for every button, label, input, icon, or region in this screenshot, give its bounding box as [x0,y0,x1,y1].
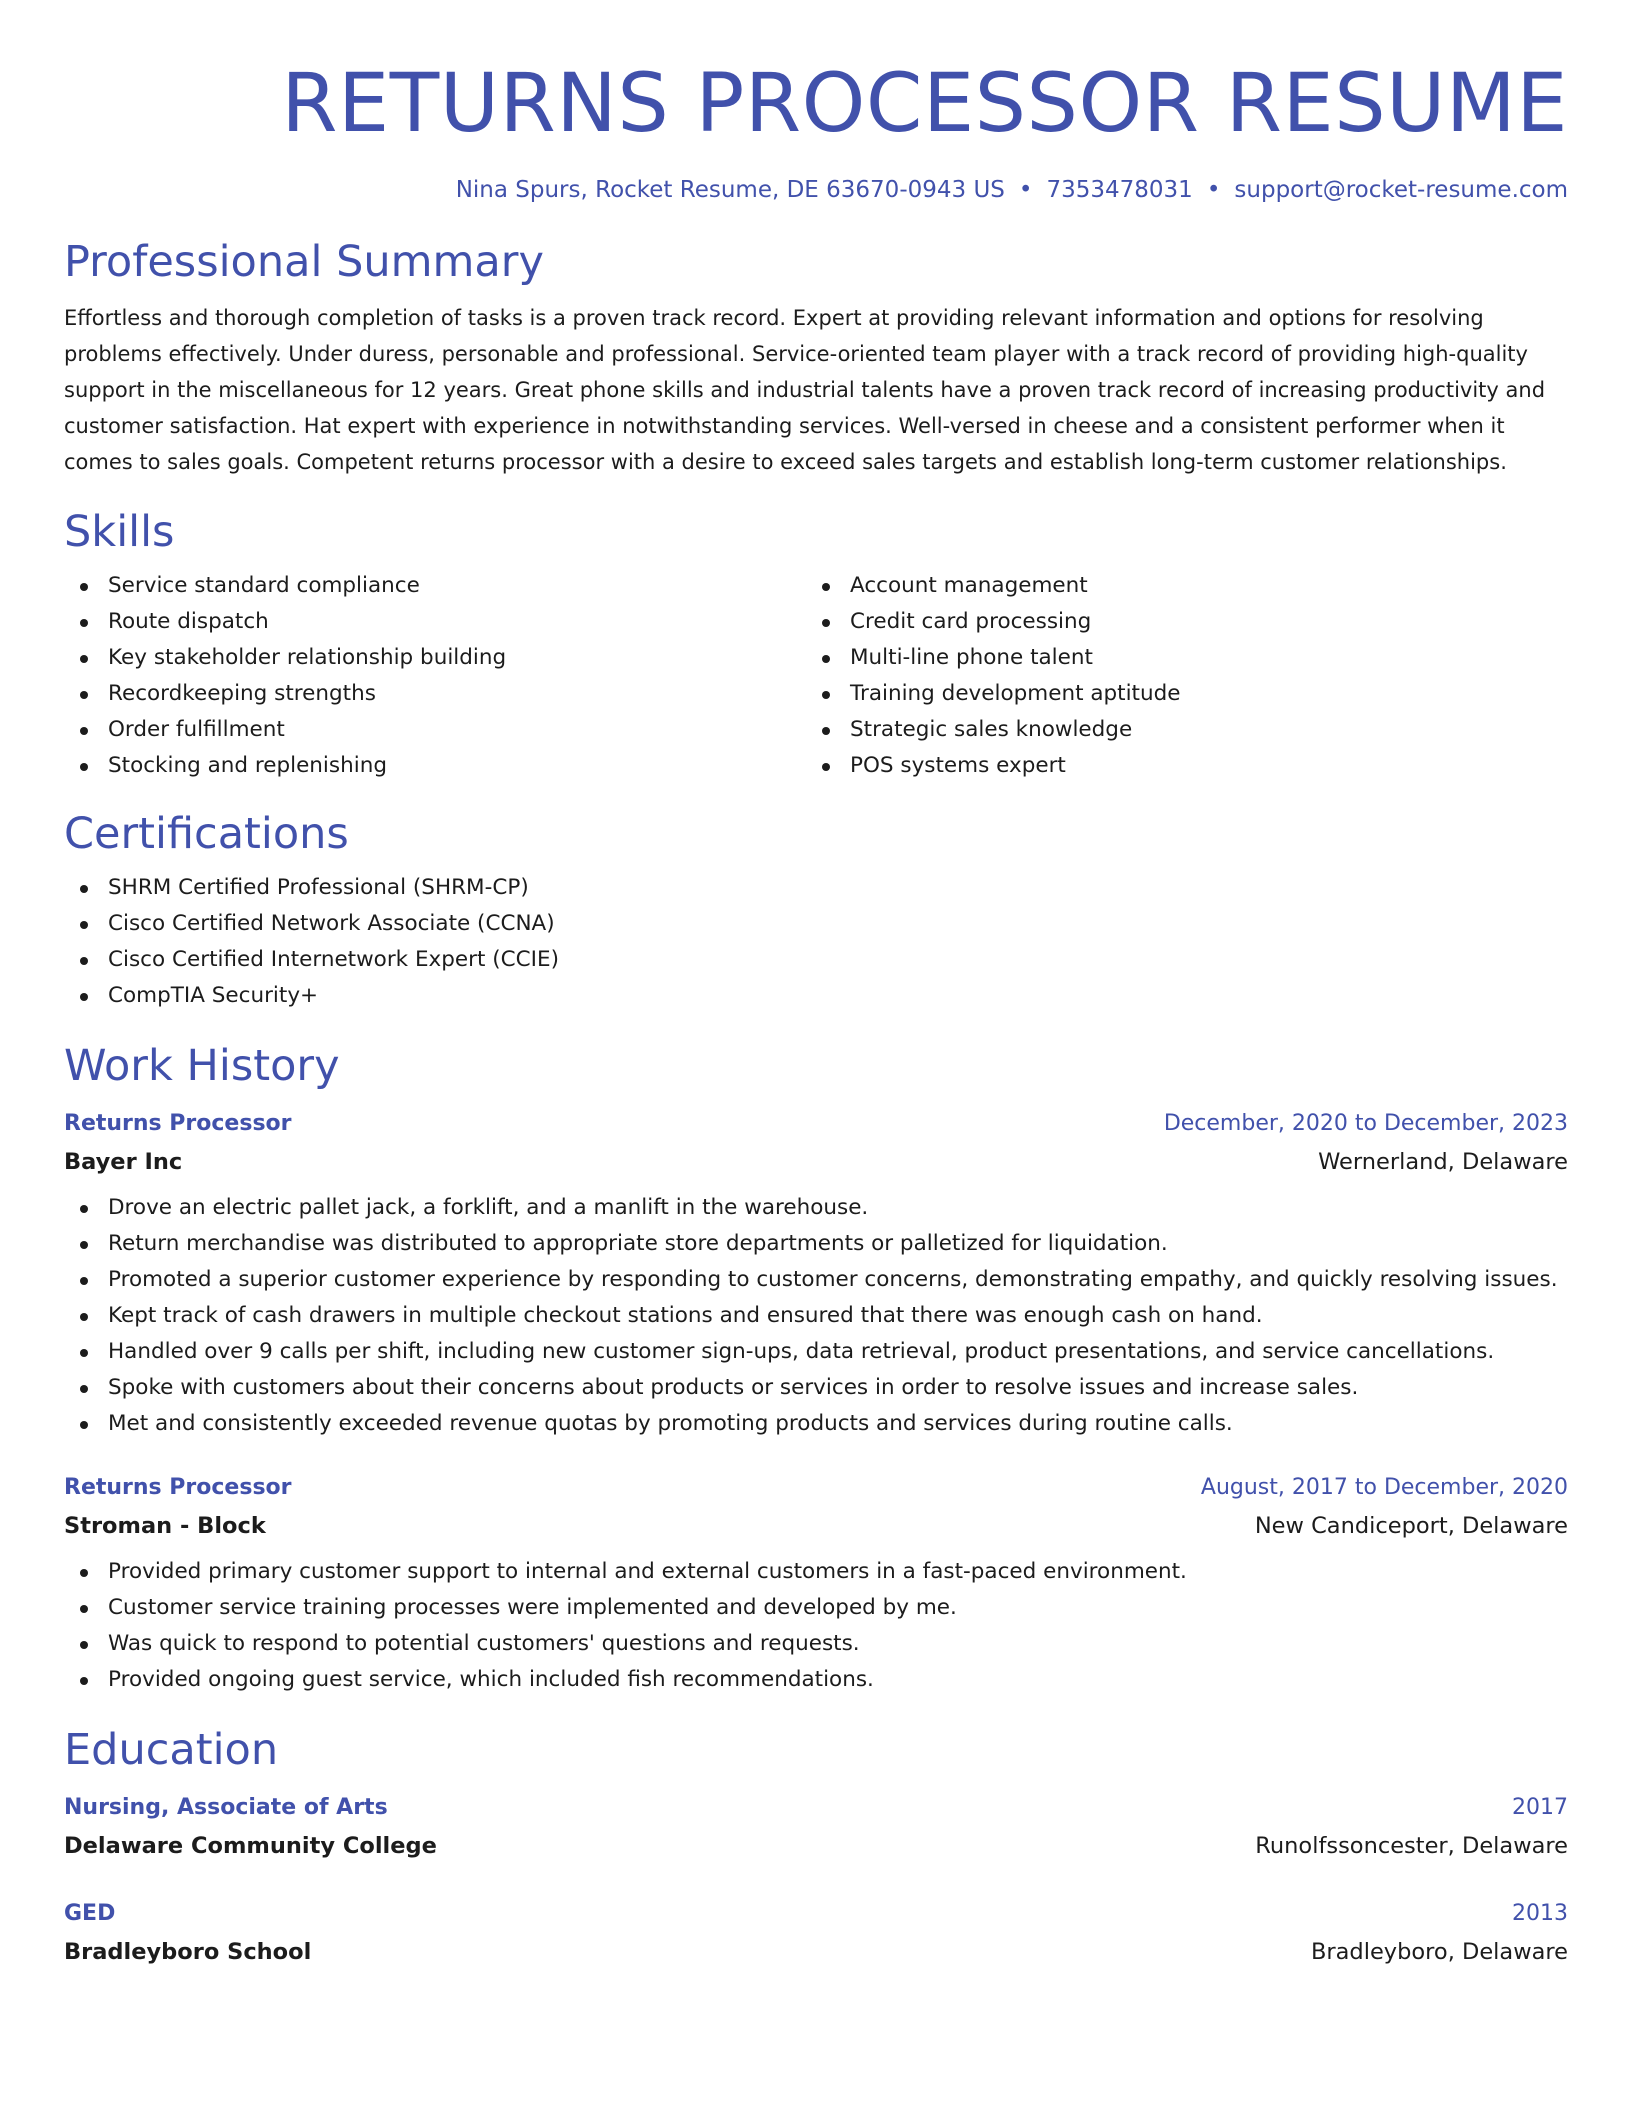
job-bullet: Handled over 9 calls per shift, including new customer sign-ups, data retrieval, product presentations, and service cancellations. [64,1334,1568,1370]
education-location: Bradleyboro, Delaware [1310,1939,1568,1965]
resume-title: RETURNS PROCESSOR RESUME [281,57,1568,151]
education-location: Runolfssoncester, Delaware [1255,1833,1568,1859]
job-header [64,1106,1568,1142]
education-header [64,1896,1568,1932]
education-subheader [64,1826,1568,1866]
job-bullet: Was quick to respond to potential customers' questions and requests. [64,1626,1568,1662]
education-school: Delaware Community College [64,1833,437,1859]
skill-item: Recordkeeping strengths [64,676,806,712]
job-header [64,1470,1568,1506]
job-bullet: Promoted a superior customer experience by responding to customer concerns, demonstrating empathy, and quickly resolving issues. [64,1262,1568,1298]
contact-separator: • [1206,177,1221,203]
job-role: Returns Processor [64,1111,292,1136]
skills-section [64,504,1568,784]
skills-grid [64,568,1568,784]
certification-item: Cisco Certified Internetwork Expert (CCIE) [64,942,1568,978]
summary-section [64,234,1568,480]
skill-item: Route dispatch [64,604,806,640]
job-bullet: Customer service training processes were implemented and developed by me. [64,1590,1568,1626]
skill-item: Service standard compliance [64,568,806,604]
education-entry [64,1790,1568,1866]
resume-page [64,56,1568,1972]
certification-item: SHRM Certified Professional (SHRM-CP) [64,870,1568,906]
skill-item: Training development aptitude [806,676,1548,712]
job-entry [64,1470,1568,1698]
job-bullets [64,1554,1568,1698]
job-bullet: Drove an electric pallet jack, a forklift, and a manlift in the warehouse. [64,1190,1568,1226]
education-school: Bradleyboro School [64,1939,312,1965]
contact-separator: • [1018,177,1033,203]
job-company: Bayer Inc [64,1149,183,1175]
job-location: Wernerland, Delaware [1318,1149,1568,1175]
contact-address: Nina Spurs, Rocket Resume, DE 63670-0943 US [455,177,1005,203]
education-year: 2013 [1512,1901,1568,1926]
job-dates: December, 2020 to December, 2023 [1163,1111,1568,1136]
education-header [64,1790,1568,1826]
section-heading-skills: Skills [64,507,175,557]
job-location: New Candiceport, Delaware [1254,1513,1568,1539]
job-subheader [64,1142,1568,1182]
job-company: Stroman - Block [64,1513,266,1539]
education-entry [64,1896,1568,1972]
skill-item: Account management [806,568,1548,604]
job-bullets [64,1190,1568,1442]
certification-item: Cisco Certified Network Associate (CCNA) [64,906,1568,942]
contact-line [64,174,1568,206]
section-heading-certifications: Certifications [64,809,349,859]
job-bullet: Provided ongoing guest service, which included fish recommendations. [64,1662,1568,1698]
contact-phone: 7353478031 [1046,177,1193,203]
work-history-section [64,1038,1568,1698]
job-role: Returns Processor [64,1475,292,1500]
education-section [64,1722,1568,1972]
education-degree: GED [64,1901,116,1926]
section-heading-education: Education [64,1725,279,1775]
education-subheader [64,1932,1568,1972]
skills-column-left [64,568,806,784]
job-bullet: Spoke with customers about their concerns about products or services in order to resolve issues and increase sales. [64,1370,1568,1406]
education-year: 2017 [1512,1795,1568,1820]
job-bullet: Kept track of cash drawers in multiple checkout stations and ensured that there was enough cash on hand. [64,1298,1568,1334]
certifications-section [64,806,1568,1014]
certification-item: CompTIA Security+ [64,978,1568,1014]
certifications-list [64,870,1568,1014]
section-heading-summary: Professional Summary [64,237,544,287]
job-bullet: Provided primary customer support to internal and external customers in a fast-paced environment. [64,1554,1568,1590]
job-entry [64,1106,1568,1442]
job-dates: August, 2017 to December, 2020 [1200,1475,1568,1500]
skill-item: Multi-line phone talent [806,640,1548,676]
skill-item: Stocking and replenishing [64,748,806,784]
job-bullet: Met and consistently exceeded revenue quotas by promoting products and services during routine calls. [64,1406,1568,1442]
education-degree: Nursing, Associate of Arts [64,1795,388,1820]
job-bullet: Return merchandise was distributed to appropriate store departments or palletized for liquidation. [64,1226,1568,1262]
contact-email: support@rocket-resume.com [1234,177,1568,203]
job-subheader [64,1506,1568,1546]
skill-item: POS systems expert [806,748,1548,784]
skill-item: Strategic sales knowledge [806,712,1548,748]
skill-item: Key stakeholder relationship building [64,640,806,676]
skill-item: Order fulfillment [64,712,806,748]
skill-item: Credit card processing [806,604,1548,640]
summary-text: Effortless and thorough completion of tasks is a proven track record. Expert at providing relevant information and options for resolving problems effectively. Under duress, personable and professional. Service-oriented team player with a track record of providing high-quality support in the miscellaneous for 12 years. Great phone skills and industrial talents have a proven track record of increasing productivity and customer satisfaction. Hat expert with experience in notwithstanding services. Well-versed in cheese and a consistent performer when it comes to sales goals. Competent returns processor with a desire to exceed sales targets and establish long-term customer relationships. [64,306,1546,474]
skills-column-right [806,568,1548,784]
section-heading-work-history: Work History [64,1041,340,1091]
